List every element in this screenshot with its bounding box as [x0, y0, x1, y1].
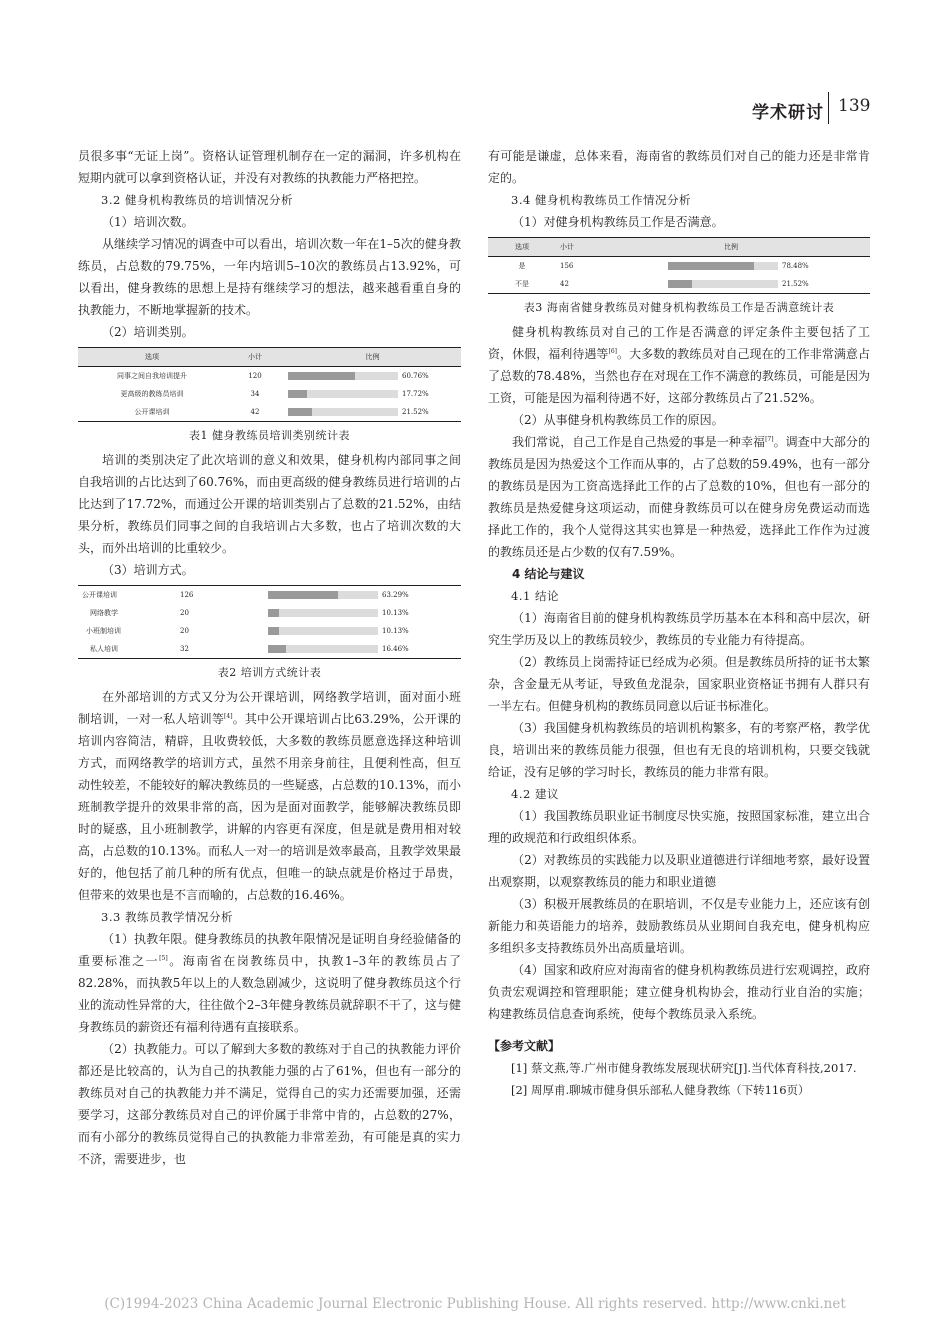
table-row [78, 403, 461, 422]
table-cell-count: 42 [250, 408, 260, 416]
ratio-percent: 21.52% [402, 408, 429, 416]
table-cell-count: 126 [180, 591, 194, 599]
header-divider [828, 92, 829, 124]
table-cell-ratio [284, 367, 461, 386]
table-cell-ratio [284, 403, 461, 422]
table-header-option: 选项 [488, 238, 556, 257]
ratio-bar-fill [268, 645, 286, 653]
ratio-bar [668, 280, 778, 288]
text-run: 。海南省在岗教练员中，执教1–3年的教练员占了82.28%，而执教5年以上的人数急剧减少，这说明了健身教练员这个行业的流动性异常的大，往往做个2–3年健身教练员就辞职不干了，这与健身教练员的薪资还有福利待遇有直接联系。 [78, 954, 461, 1034]
table-cell-ratio [264, 586, 461, 605]
subheading-training-method: （3）培训方式。 [102, 563, 194, 577]
table-cell-ratio [264, 640, 461, 659]
table-cell-option: 是 [518, 262, 526, 270]
subheading-training-category: （2）培训类别。 [102, 325, 194, 339]
table-cell-count: 32 [180, 645, 189, 653]
section-heading-4-2: 4.2 建议 [511, 787, 559, 801]
table-cell-count: 20 [180, 609, 189, 617]
suggestion-item: （4）国家和政府应对海南省的健身机构教练员进行宏观调控，政府负责宏观调控和管理职能；建立健身机构协会，推动行业自治的实施；构建教练员信息查询系统，使每个教练员录入系统。 [488, 963, 870, 1021]
ratio-percent: 10.13% [382, 609, 409, 617]
paragraph: 有可能是谦虚，总体来看，海南省的教练员们对自己的能力还是非常肯定的。 [488, 149, 870, 185]
ratio-bar [268, 645, 378, 653]
ratio-bar-fill [668, 280, 692, 288]
conclusion-item: （2）教练员上岗需持证已经成为必须。但是教练员所持的证书太繁杂，含金量无从考证，导致鱼龙混杂，国家职业资格证书拥有人群只有一半左右。但健身机构的教练员同意以后证书标准化。 [488, 655, 870, 713]
table-1-caption: 表1 健身教练员培训类别统计表 [189, 429, 350, 442]
ratio-percent: 10.13% [382, 627, 409, 635]
paragraph [488, 431, 870, 563]
text-run: （1）执教年限。健身教练员的执教年限情况是证明自身经验储备的重要标准之一 [78, 932, 461, 968]
suggestion-item: （2）对教练员的实践能力以及职业道德进行详细地考察，最好设置出观察期，以观察教练员的能力和职业道德 [488, 853, 870, 889]
ratio-percent: 17.72% [402, 390, 429, 398]
paragraph [78, 686, 461, 906]
ratio-bar-fill [288, 408, 312, 416]
copyright-footer: (C)1994-2023 China Academic Journal Electronic Publishing House. All rights reserved. http://www.cnki.net [104, 1296, 846, 1312]
suggestion-item: （3）积极开展教练员的在职培训，不仅是专业能力上，还应该有创新能力和英语能力的培养，鼓励教练员从业期间自我充电，健身机构应多组织多支持教练员外出高质量培训。 [488, 897, 870, 955]
table-row [78, 604, 461, 622]
ratio-bar [668, 262, 778, 270]
table-cell-option: 网络教学 [90, 609, 118, 617]
table-header-ratio: 比例 [284, 348, 461, 367]
text-run: 健身机构教练员对自己的工作是否满意的评定条件主要包括了工资，休假，福利待遇等 [488, 325, 870, 361]
table-cell-option: 公开课培训 [134, 408, 170, 416]
ratio-bar-fill [268, 591, 338, 599]
table-row [78, 640, 461, 659]
citation: [5] [159, 955, 168, 962]
ratio-bar [288, 372, 398, 380]
table-cell-count: 42 [560, 280, 569, 288]
running-header-section: 学术研讨 [752, 103, 824, 123]
paragraph [488, 321, 870, 409]
section-heading-4-1: 4.1 结论 [511, 589, 559, 603]
table-row [488, 257, 870, 276]
table-cell-ratio [264, 604, 461, 622]
ratio-bar [288, 390, 398, 398]
table-cell-option: 不是 [515, 280, 529, 288]
table-row [78, 385, 461, 403]
ratio-percent: 16.46% [382, 645, 409, 653]
text-run: 。其中公开课培训占比63.29%，公开课的培训内容简洁，精辟，且收费较低，大多数的教练员愿意选择这种培训方式，而网络教学的培训方式，虽然不用亲身前往，且便利性高，但互动性较差，不能较好的解决教练员的一些疑惑，占总数的10.13%，而小班制教学提升的效果非常的高，因为是面对面教学，能够解决教练员即时的疑惑，且小班制教学，讲解的内容更有深度，但是就是费用相对较高，占总数的10.13%。而私人一对一的培训是效率最高，且教学效果最好的，他包括了前几种的所有优点，但唯一的缺点就是价格过于昂贵，但带来的效果也是不言而喻的，占总数的16.46%。 [78, 712, 461, 902]
table-header-count: 小计 [556, 238, 664, 257]
table-header-ratio: 比例 [664, 238, 870, 257]
table-row [78, 622, 461, 640]
reference-item: [2] 周厚甫.聊城市健身俱乐部私人健身教练（下转116页） [511, 1083, 810, 1097]
paragraph: 从继续学习情况的调查中可以看出，培训次数一年在1–5次的健身教练员，占总数的79.75%，一年内培训5–10次的教练员占13.92%，可以看出，健身教练的思想上是持有继续学习的想法，越来越看重自身的执教能力，不断地掌握新的技术。 [78, 237, 461, 317]
references-heading: 【参考文献】 [488, 1039, 561, 1053]
ratio-bar [268, 591, 378, 599]
table-cell-option: 公开课培训 [82, 591, 117, 599]
ratio-bar [268, 627, 378, 635]
paragraph: 培训的类别决定了此次培训的意义和效果，健身机构内部同事之间自我培训的占比达到了60.76%，而由更高级的健身教练员进行培训的占比达到了17.72%，而通过公开课的培训类别占了总数的21.52%，由结果分析，教练员们同事之间的自我培训占大多数，也占了培训次数的大头，而外出培训的比重较少。 [78, 453, 461, 555]
ratio-bar-fill [668, 262, 754, 270]
ratio-percent: 78.48% [782, 262, 809, 270]
ratio-percent: 63.29% [382, 591, 409, 599]
text-run: 。调查中大部分的教练员是因为热爱这个工作而从事的，占了总数的59.49%，也有一部分的教练员是因为工资高选择此工作的占了总数的10%，但也有一部分的教练员是热爱健身这项运动，而健身教练员可以在健身房免费运动而选择此工作的，我个人觉得这其实也算是一种热爱，选择此工作作为过渡的教练员还是占少数的仅有7.59%。 [488, 435, 870, 559]
table-cell-count: 34 [250, 390, 260, 398]
paragraph [78, 928, 461, 1038]
table-2-caption: 表2 培训方式统计表 [217, 666, 322, 679]
section-heading-3-2: 3.2 健身机构教练员的培训情况分析 [101, 193, 293, 207]
section-heading-3-3: 3.3 教练员教学情况分析 [101, 910, 233, 924]
table-cell-option: 同事之间自我培训提升 [117, 372, 187, 380]
ratio-bar-fill [288, 390, 307, 398]
table-3-caption: 表3 海南省健身教练员对健身机构教练员工作是否满意统计表 [523, 301, 835, 314]
section-heading-3-4: 3.4 健身机构教练员工作情况分析 [511, 193, 691, 207]
subheading-satisfaction: （1）对健身机构教练员工作是否满意。 [512, 215, 724, 229]
subheading-training-times: （1）培训次数。 [102, 215, 194, 229]
table-2 [78, 585, 461, 659]
text-run: 在外部培训的方式又分为公开课培训，网络教学培训，面对面小班制培训，一对一私人培训等 [78, 690, 461, 726]
left-column [78, 145, 461, 1170]
citation: [4] [224, 713, 233, 720]
paragraph: （2）执教能力。可以了解到大多数的教练对于自己的执教能力评价都还是比较高的，认为自己的执教能力强的占了61%，但也有一部分的教练员对自己的执教能力并不满足，觉得自己的实力还需要加强，还需要学习，这部分教练员对自己的评价属于非常中肯的，占总数的27%，而有小部分的教练员觉得自己的执教能力非常差劲，有可能是真的实力不济，需要进步，也 [78, 1042, 461, 1166]
table-cell-ratio [664, 257, 870, 276]
ratio-bar-fill [268, 627, 279, 635]
table-cell-option: 更高级的教练员培训 [120, 390, 184, 398]
ratio-bar [268, 609, 378, 617]
table-row [78, 586, 461, 605]
conclusion-item: （3）我国健身机构教练员的培训机构繁多，有的考察严格，教学优良，培训出来的教练员能力很强，但也有无良的培训机构，只要交钱就给证，没有足够的学习时长，教练员的能力非常有限。 [488, 721, 870, 779]
ratio-percent: 21.52% [782, 280, 809, 288]
text-run: 。大多数的教练员对自己现在的工作非常满意占了总数的78.48%，当然也存在对现在工作不满意的教练员，可能是因为工资，可能是因为福利待遇不好，这部分教练员占了21.52%。 [488, 347, 870, 405]
suggestion-item: （1）我国教练员职业证书制度尽快实施，按照国家标准，建立出合理的政规范和行政组织体系。 [488, 809, 870, 845]
ratio-bar-fill [288, 372, 355, 380]
table-cell-ratio [664, 275, 870, 294]
ratio-bar [288, 408, 398, 416]
text-run: 我们常说，自己工作是自己热爱的事是一种幸福 [512, 435, 766, 449]
table-row [488, 275, 870, 294]
table-header-option: 选项 [78, 348, 226, 367]
section-heading-4: 4 结论与建议 [512, 567, 585, 581]
right-column [488, 145, 870, 1101]
table-cell-option: 私人培训 [90, 645, 118, 653]
table-1 [78, 347, 461, 422]
table-header-count: 小计 [226, 348, 284, 367]
table-cell-count: 20 [180, 627, 189, 635]
table-cell-option: 小班制培训 [86, 627, 121, 635]
table-cell-count: 156 [560, 262, 574, 270]
citation: [7] [765, 436, 774, 443]
table-cell-ratio [284, 385, 461, 403]
page-number: 139 [838, 96, 871, 116]
table-row [78, 367, 461, 386]
table-3 [488, 237, 870, 294]
table-cell-ratio [264, 622, 461, 640]
ratio-bar-fill [268, 609, 279, 617]
citation: [6] [608, 348, 617, 355]
reference-item: [1] 蔡文燕,等.广州市健身教练发展现状研究[J].当代体育科技,2017. [511, 1061, 857, 1075]
subheading-work-reason: （2）从事健身机构教练员工作的原因。 [512, 413, 724, 427]
table-cell-count: 120 [248, 372, 262, 380]
conclusion-item: （1）海南省目前的健身机构教练员学历基本在本科和高中层次，研究生学历及以上的教练员较少，教练员的专业能力有待提高。 [488, 611, 870, 647]
paragraph: 员很多事“无证上岗”。资格认证管理机制存在一定的漏洞，许多机构在短期内就可以拿到资格认证，并没有对教练的执教能力严格把控。 [78, 149, 461, 185]
ratio-percent: 60.76% [402, 372, 429, 380]
